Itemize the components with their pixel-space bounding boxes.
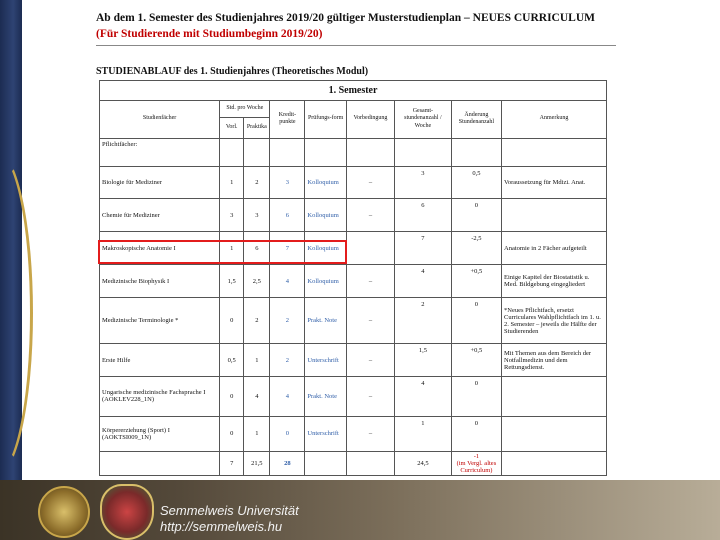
- lecture-hours-cell: 1,5: [220, 265, 244, 298]
- credit-cell: 4: [270, 265, 305, 298]
- university-name: Semmelweis Universität: [160, 503, 299, 518]
- curriculum-table: [99, 80, 607, 476]
- change-cell: +0,5: [451, 344, 501, 377]
- col-header-credit: Kredit-punkte: [270, 100, 305, 138]
- note-cell: Anatomie in 2 Fächer aufgeteilt: [502, 232, 607, 265]
- note-cell: Einige Kapitel der Biostatistik u. Med. Bildgebung eingegliedert: [502, 265, 607, 298]
- highlight-box: [98, 240, 347, 264]
- col-header-subjects: Studienfächer: [100, 100, 220, 138]
- lecture-hours-cell: 0: [220, 298, 244, 344]
- prereq-cell: [346, 232, 394, 265]
- col-header-exam: Prüfungs-form: [305, 100, 347, 138]
- pflicht-label: Pflichtfächer:: [100, 138, 220, 166]
- practical-hours-cell: 2: [244, 298, 270, 344]
- university-seal-icon: [38, 486, 90, 538]
- total-change-value: -1: [473, 452, 480, 460]
- prereq-cell: –: [346, 166, 394, 199]
- exam-form-cell: Kolloquium: [305, 232, 347, 265]
- total-hours-cell: 2: [394, 298, 451, 344]
- credit-cell: 7: [270, 232, 305, 265]
- note-cell: [502, 199, 607, 232]
- divider: [96, 45, 616, 46]
- total-hours-cell: 4: [394, 377, 451, 416]
- subject-cell: Biologie für Mediziner: [100, 166, 220, 199]
- subject-cell: Erste Hilfe: [100, 344, 220, 377]
- total-row: [100, 451, 607, 475]
- lecture-hours-cell: 3: [220, 199, 244, 232]
- table-row: [100, 199, 607, 232]
- total-kredit: 28: [270, 451, 305, 475]
- credit-cell: 0: [270, 416, 305, 451]
- page-subtitle: (Für Studierende mit Studiumbeginn 2019/20): [96, 28, 323, 40]
- credit-cell: 2: [270, 344, 305, 377]
- practical-hours-cell: 1: [244, 344, 270, 377]
- lecture-hours-cell: 1: [220, 166, 244, 199]
- subject-cell: Körpererziehung (Sport) I (AOKTSI009_1N): [100, 416, 220, 451]
- total-change: [451, 451, 501, 475]
- col-header-practical: Praktika: [244, 118, 270, 138]
- exam-form-cell: Kolloquium: [305, 265, 347, 298]
- lecture-hours-cell: 0: [220, 416, 244, 451]
- university-url[interactable]: http://semmelweis.hu: [160, 519, 283, 534]
- total-label: [100, 451, 220, 475]
- total-hours-cell: 7: [394, 232, 451, 265]
- note-cell: [502, 416, 607, 451]
- practical-hours-cell: 4: [244, 377, 270, 416]
- col-header-total: Gesamt-stundenanzahl / Woche: [394, 100, 451, 138]
- table-row: [100, 344, 607, 377]
- practical-hours-cell: 2,5: [244, 265, 270, 298]
- practical-hours-cell: 2: [244, 166, 270, 199]
- col-header-change: Änderung Stundenanzahl: [451, 100, 501, 138]
- practical-hours-cell: 3: [244, 199, 270, 232]
- change-cell: 0: [451, 199, 501, 232]
- semester-heading: 1. Semester: [100, 81, 607, 101]
- exam-form-cell: Unterschrift: [305, 416, 347, 451]
- subject-cell: Chemie für Mediziner: [100, 199, 220, 232]
- credit-cell: 3: [270, 166, 305, 199]
- note-cell: Voraussetzung für Mdizi. Anat.: [502, 166, 607, 199]
- prereq-cell: –: [346, 265, 394, 298]
- col-header-note: Anmerkung: [502, 100, 607, 138]
- total-change-note: (im Vergl. altes Curriculum): [456, 459, 497, 474]
- prereq-cell: –: [346, 344, 394, 377]
- subject-cell: Medizinische Terminologie *: [100, 298, 220, 344]
- exam-form-cell: Kolloquium: [305, 166, 347, 199]
- coat-of-arms-icon: [100, 484, 154, 540]
- total-prak: 21,5: [244, 451, 270, 475]
- exam-form-cell: Kolloquium: [305, 199, 347, 232]
- subject-cell: Ungarische medizinische Fachsprache I (AOKLEV228_1N): [100, 377, 220, 416]
- credit-cell: 4: [270, 377, 305, 416]
- total-vorl: 7: [220, 451, 244, 475]
- lecture-hours-cell: 0,5: [220, 344, 244, 377]
- prereq-cell: –: [346, 298, 394, 344]
- practical-hours-cell: 6: [244, 232, 270, 265]
- page-title: Ab dem 1. Semester des Studienjahres 2019/20 gültiger Musterstudienplan – NEUES CURRICULUM: [96, 12, 595, 24]
- table-row: [100, 416, 607, 451]
- total-hours-cell: 1,5: [394, 344, 451, 377]
- note-cell: *Neues Pflichtfach, ersetzt Curriculares Wahlpflichtfach im 1. u. 2. Semester – jeweils die Hälfte der Studierenden: [502, 298, 607, 344]
- decorative-arc: [0, 150, 33, 476]
- change-cell: 0: [451, 416, 501, 451]
- prereq-cell: –: [346, 416, 394, 451]
- col-header-lecture: Vorl.: [220, 118, 244, 138]
- total-gesamt: 24,5: [394, 451, 451, 475]
- exam-form-cell: Unterschrift: [305, 344, 347, 377]
- change-cell: +0,5: [451, 265, 501, 298]
- module-heading: STUDIENABLAUF des 1. Studienjahres (Theoretisches Modul): [96, 66, 369, 77]
- prereq-cell: –: [346, 377, 394, 416]
- total-hours-cell: 6: [394, 199, 451, 232]
- col-header-prereq: Vorbedingung: [346, 100, 394, 138]
- credit-cell: 6: [270, 199, 305, 232]
- total-hours-cell: 4: [394, 265, 451, 298]
- credit-cell: 2: [270, 298, 305, 344]
- note-cell: [502, 377, 607, 416]
- lecture-hours-cell: 1: [220, 232, 244, 265]
- change-cell: 0: [451, 298, 501, 344]
- change-cell: -2,5: [451, 232, 501, 265]
- change-cell: 0: [451, 377, 501, 416]
- practical-hours-cell: 1: [244, 416, 270, 451]
- change-cell: 0,5: [451, 166, 501, 199]
- lecture-hours-cell: 0: [220, 377, 244, 416]
- total-hours-cell: 3: [394, 166, 451, 199]
- subject-cell: Makroskopische Anatomie I: [100, 232, 220, 265]
- table-row: [100, 166, 607, 199]
- exam-form-cell: Prakt. Note: [305, 298, 347, 344]
- col-header-hours: Std. pro Woche: [220, 100, 270, 118]
- table-row: [100, 265, 607, 298]
- prereq-cell: –: [346, 199, 394, 232]
- subject-cell: Medizinische Biophysik I: [100, 265, 220, 298]
- exam-form-cell: Prakt. Note: [305, 377, 347, 416]
- total-hours-cell: 1: [394, 416, 451, 451]
- table-row: [100, 298, 607, 344]
- table-row: [100, 377, 607, 416]
- note-cell: Mit Themen aus dem Bereich der Notfallmedizin und dem Rettungsdienst.: [502, 344, 607, 377]
